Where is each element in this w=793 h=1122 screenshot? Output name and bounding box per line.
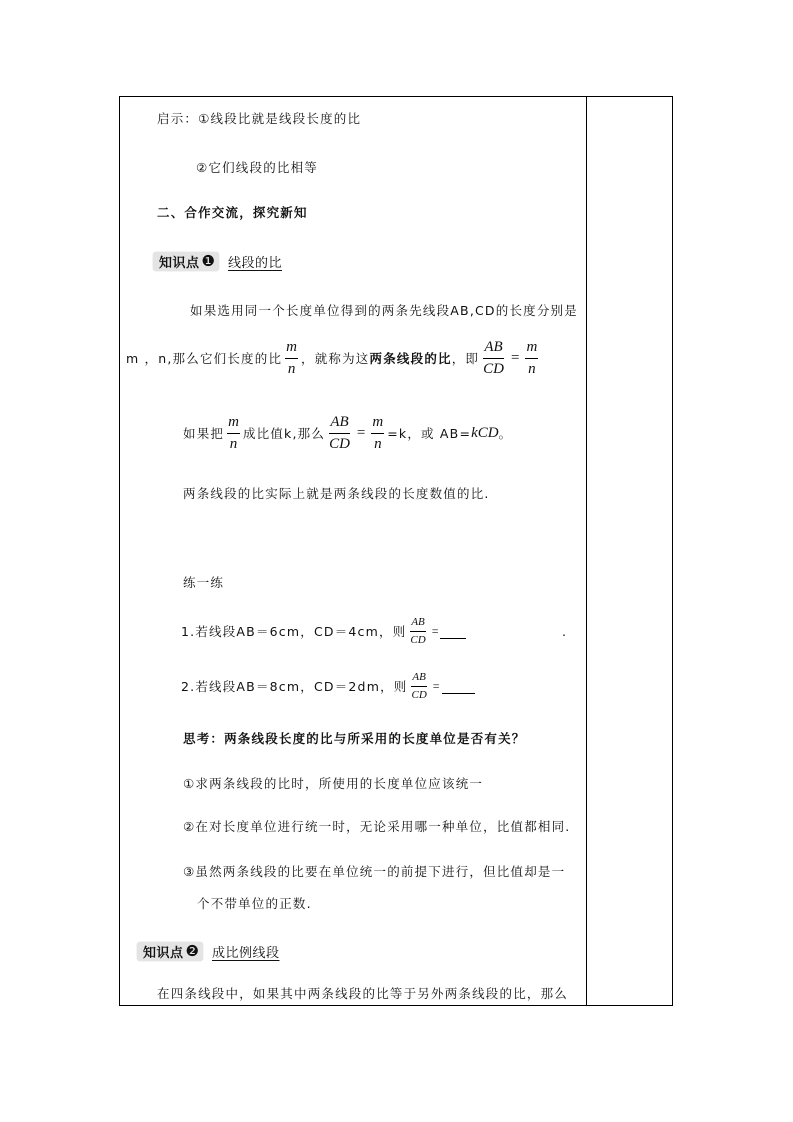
exercise-1 <box>181 609 466 653</box>
equals-sign: = <box>432 678 440 693</box>
fraction-numerator: AB <box>329 412 349 434</box>
fraction-denominator: n <box>528 360 536 377</box>
hint-item-1: 启示：①线段比就是线段长度的比 <box>157 111 362 126</box>
fraction-denominator: n <box>229 435 238 452</box>
equals-sign: = <box>510 349 520 366</box>
definition-text: ，即 <box>451 351 480 366</box>
ratio-text: 成比值k,那么 <box>242 426 326 441</box>
fraction-ab-over-cd <box>409 614 426 649</box>
fraction-numerator: AB <box>483 337 503 359</box>
fraction-numerator: AB <box>410 614 425 632</box>
definition-bold-term: 两条线段的比 <box>369 351 452 366</box>
definition-line-1: 如果选用同一个长度单位得到的两条先线段AB,CD的长度分别是 <box>190 303 578 318</box>
fraction-ratio <box>227 412 240 455</box>
fraction-numerator: m <box>227 412 240 434</box>
fraction-denominator: n <box>374 435 382 452</box>
equals-sign: = <box>356 424 366 441</box>
hint-item-2: ②它们线段的比相等 <box>196 160 319 175</box>
badge-label: 知识点 <box>159 255 200 271</box>
exercise-text: 2.若线段AB＝8cm，CD＝2dm，则 <box>181 679 408 694</box>
fraction-denominator: CD <box>329 435 350 452</box>
thinking-point-3-continued: 个不带单位的正数. <box>197 896 312 911</box>
ratio-text: 如果把 <box>183 426 225 441</box>
fraction-denominator: CD <box>483 360 504 377</box>
fraction-m-over-n <box>525 337 538 380</box>
knowledge-point-badge <box>153 252 219 271</box>
badge-number-icon: ❷ <box>185 942 199 960</box>
knowledge-point-badge <box>137 942 203 961</box>
equals-sign: = <box>431 623 439 638</box>
fraction-m-over-n <box>371 412 384 455</box>
fraction-ab-over-cd <box>328 412 351 455</box>
thinking-question: 思考：两条线段长度的比与所采用的长度单位是否有关？ <box>183 731 526 746</box>
fraction-numerator: m <box>285 337 298 359</box>
fraction-numerator: m <box>525 337 538 359</box>
knowledge-point-title: 成比例线段 <box>211 945 280 961</box>
knowledge-point-title: 线段的比 <box>227 255 282 271</box>
exercise-2 <box>181 664 475 708</box>
ratio-text: 。 <box>498 426 513 441</box>
fraction-ab-over-cd <box>410 669 427 704</box>
fraction-denominator: CD <box>411 688 427 701</box>
answer-blank <box>442 684 475 694</box>
fraction-numerator: AB <box>411 669 426 687</box>
proportional-line-1: 在四条线段中，如果其中两条线段的比等于另外两条线段的比，那么 <box>157 986 569 1001</box>
fraction-ratio <box>285 337 298 380</box>
column-divider <box>586 96 587 1006</box>
answer-blank <box>440 629 466 639</box>
fraction-ab-over-cd <box>482 337 505 380</box>
formula-kcd: kCD <box>471 424 499 441</box>
fraction-denominator: n <box>287 360 296 377</box>
fraction-numerator: m <box>371 412 384 434</box>
section-title: 二、合作交流，探究新知 <box>157 205 308 220</box>
definition-text: ，就称为这 <box>301 351 370 366</box>
ratio-value-line <box>183 411 512 455</box>
thinking-point-1: ①求两条线段的比时，所使用的长度单位应该统一 <box>183 776 484 791</box>
note-line: 两条线段的比实际上就是两条线段的长度数值的比. <box>183 486 490 501</box>
exercise-1-period: . <box>562 623 568 639</box>
exercise-text: 1.若线段AB＝6cm，CD＝4cm，则 <box>181 624 407 639</box>
fraction-denominator: CD <box>410 633 426 646</box>
thinking-point-3: ③虽然两条线段的比要在单位统一的前提下进行，但比值却是一 <box>183 864 566 879</box>
definition-line-2 <box>126 336 541 380</box>
badge-label: 知识点 <box>143 945 184 961</box>
thinking-point-2: ②在对长度单位进行统一时，无论采用哪一种单位，比值都相同. <box>183 819 571 834</box>
knowledge-point-2 <box>137 941 279 961</box>
knowledge-point-1 <box>153 251 282 271</box>
ratio-text: =k，或 AB= <box>387 426 472 441</box>
practice-heading: 练一练 <box>183 575 225 590</box>
definition-text: m ，n,那么它们长度的比 <box>126 351 283 366</box>
badge-number-icon: ❶ <box>201 252 215 270</box>
